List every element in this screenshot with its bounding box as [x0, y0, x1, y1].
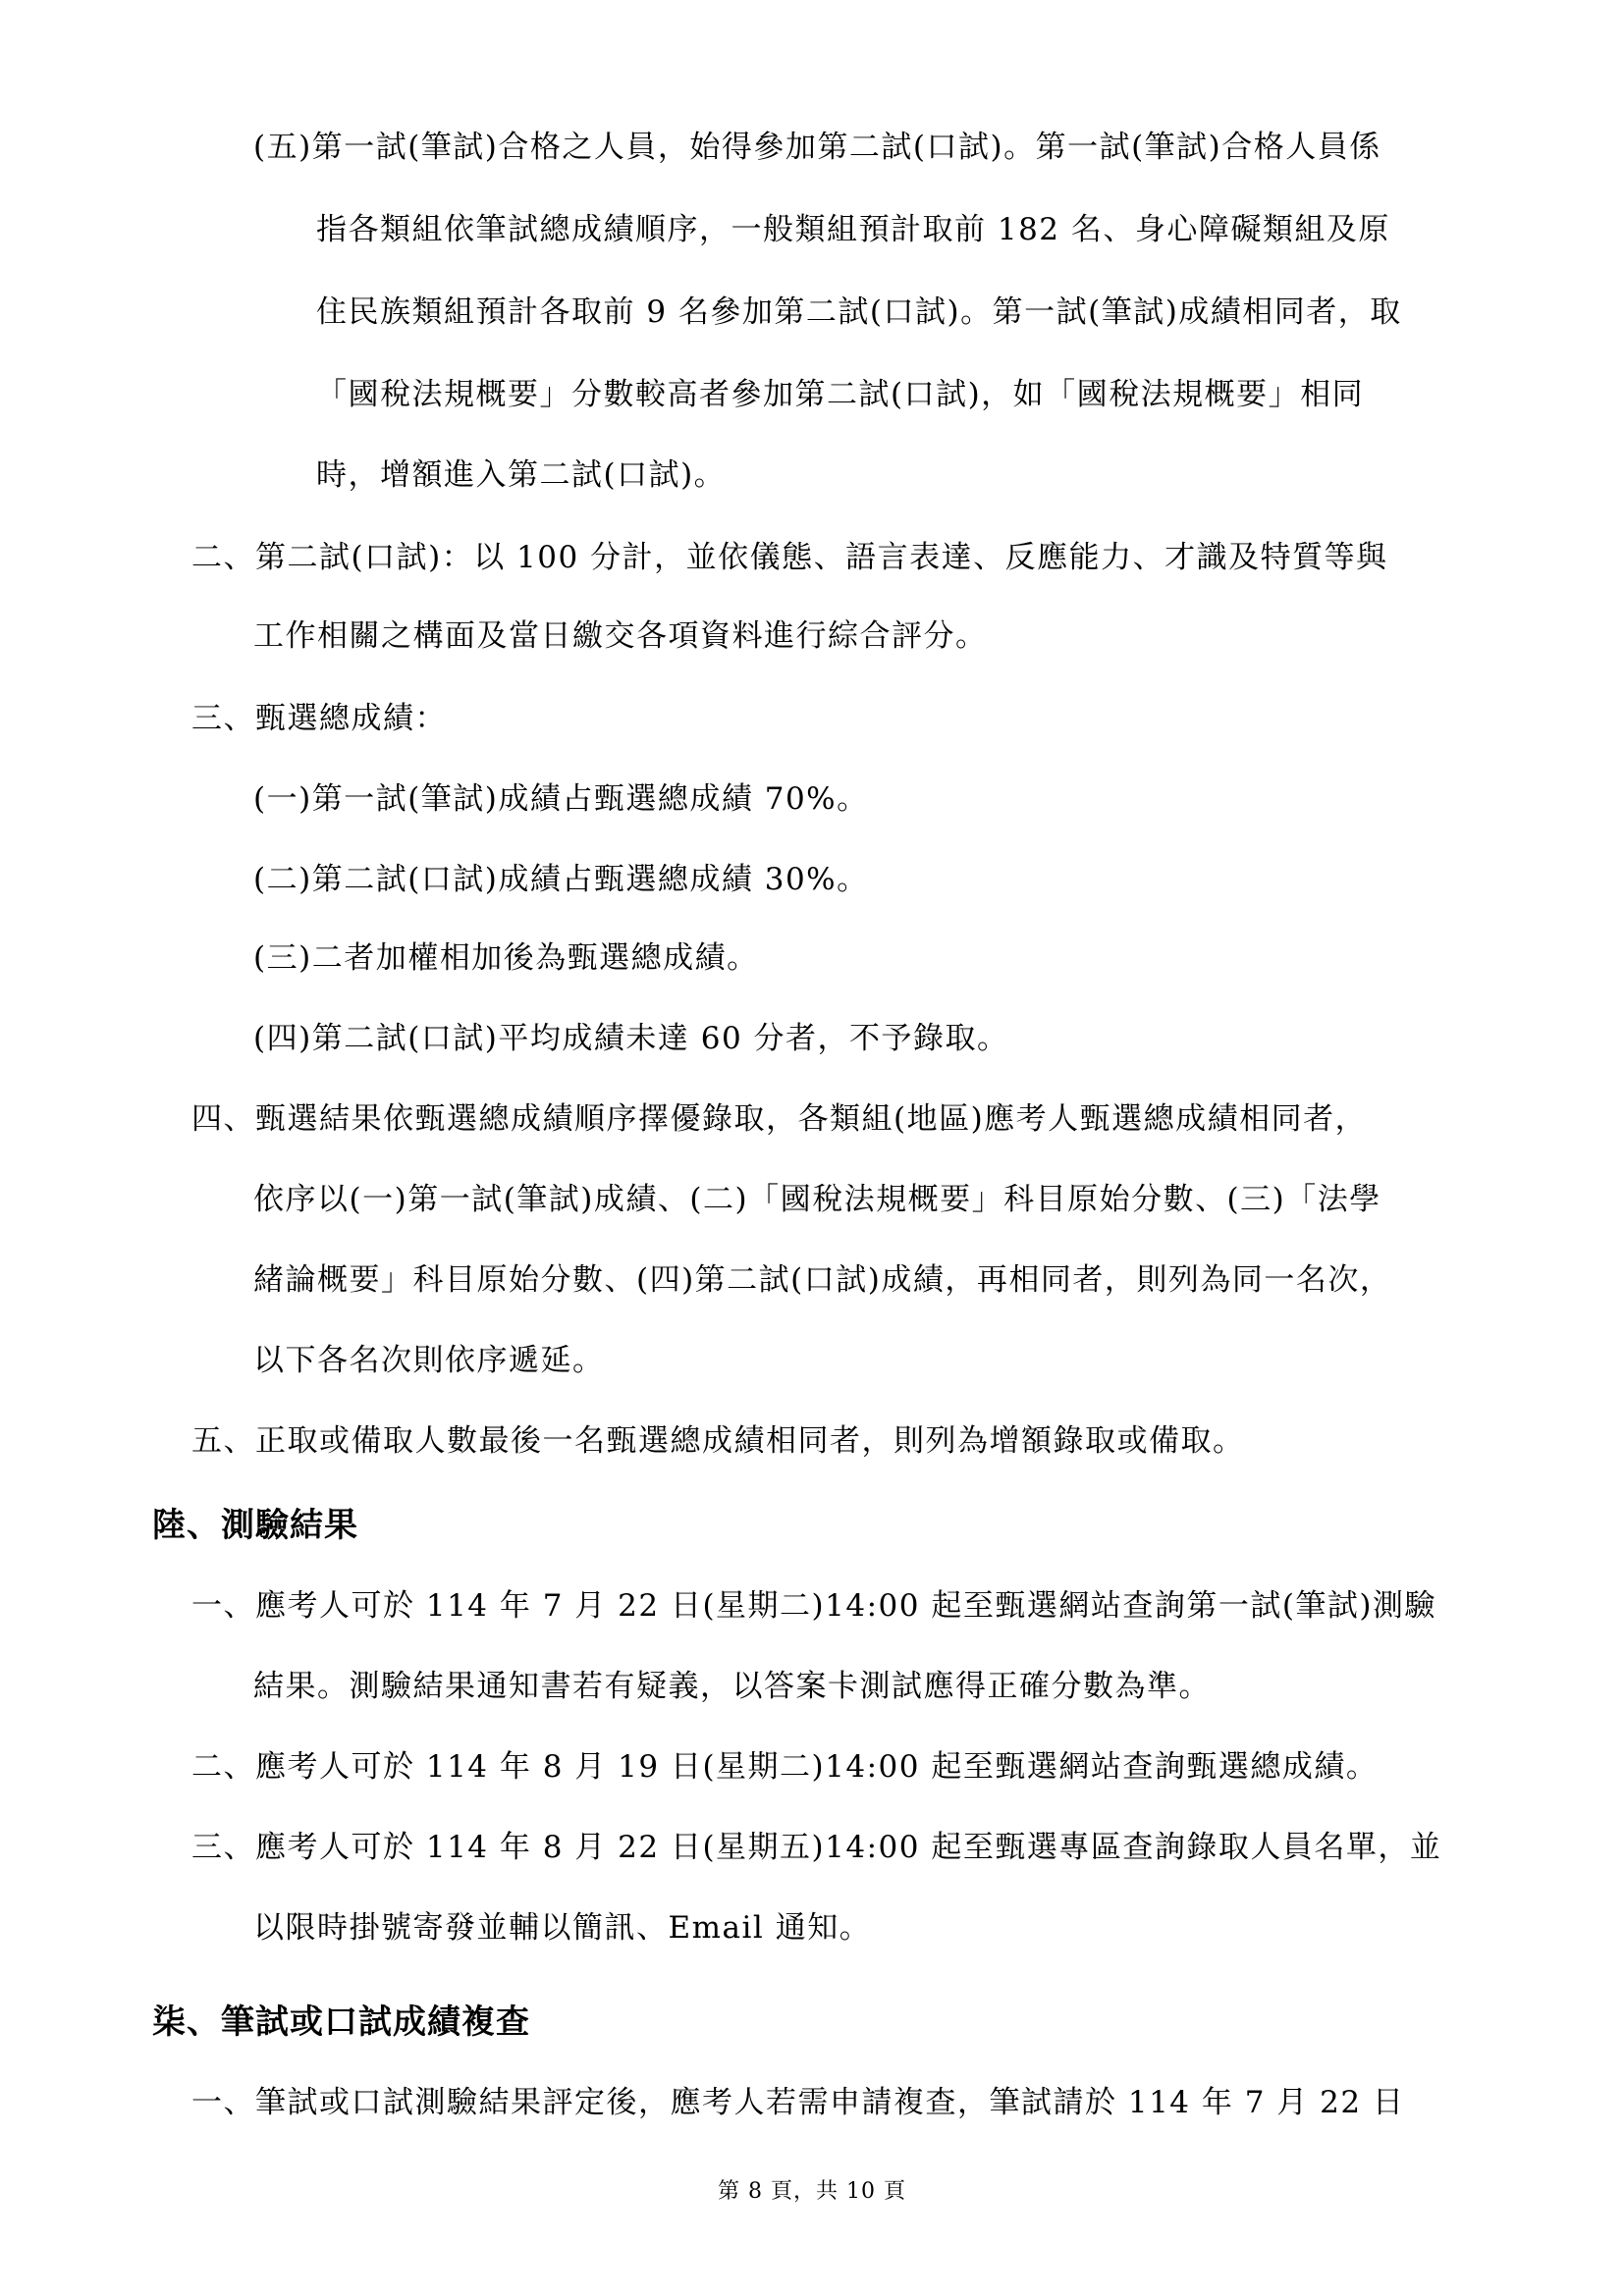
paragraph-line: 三、應考人可於 114 年 8 月 22 日(星期五)14:00 起至甄選專區查詢錄取人員名單，並	[191, 1830, 1442, 1865]
list-item: (一)第一試(筆試)成績占甄選總成績 70%。	[253, 781, 869, 817]
section-heading: 柒、筆試或口試成績複查	[152, 2002, 530, 2042]
paragraph-line: 五、正取或備取人數最後一名甄選總成績相同者，則列為增額錄取或備取。	[191, 1423, 1245, 1459]
list-item: (四)第二試(口試)平均成績未達 60 分者，不予錄取。	[253, 1021, 1009, 1056]
paragraph-line: 四、甄選結果依甄選總成績順序擇優錄取，各類組(地區)應考人甄選總成績相同者，	[191, 1101, 1368, 1137]
paragraph-line: 指各類組依筆試總成績順序，一般類組預計取前 182 名、身心障礙類組及原	[316, 212, 1390, 247]
paragraph-line: 二、第二試(口試)：以 100 分計，並依儀態、語言表達、反應能力、才識及特質等與	[191, 540, 1388, 575]
paragraph-line: (五)第一試(筆試)合格之人員，始得參加第二試(口試)。第一試(筆試)合格人員係	[253, 130, 1381, 165]
paragraph-line: 一、應考人可於 114 年 7 月 22 日(星期二)14:00 起至甄選網站查詢第一試(筆試)測驗	[191, 1588, 1437, 1624]
paragraph-line: 以限時掛號寄發並輔以簡訊、Email 通知。	[253, 1910, 872, 1946]
page-footer: 第 8 頁，共 10 頁	[718, 2179, 906, 2204]
paragraph-line: 結果。測驗結果通知書若有疑義，以答案卡測試應得正確分數為準。	[253, 1669, 1211, 1704]
section-heading: 陸、測驗結果	[152, 1506, 358, 1545]
paragraph-line: 以下各名次則依序遞延。	[253, 1343, 605, 1378]
paragraph-line: 依序以(一)第一試(筆試)成績、(二)「國稅法規概要」科目原始分數、(三)「法學	[253, 1182, 1381, 1217]
paragraph-line: 三、甄選總成績：	[191, 701, 447, 736]
paragraph-line: 「國稅法規概要」分數較高者參加第二試(口試)，如「國稅法規概要」相同	[316, 377, 1365, 412]
list-item: (三)二者加權相加後為甄選總成績。	[253, 940, 759, 976]
paragraph-line: 時，增額進入第二試(口試)。	[316, 457, 727, 493]
paragraph-line: 一、筆試或口試測驗結果評定後，應考人若需申請複查，筆試請於 114 年 7 月 22 日	[191, 2085, 1405, 2120]
paragraph-line: 工作相關之構面及當日繳交各項資料進行綜合評分。	[253, 618, 988, 654]
list-item: (二)第二試(口試)成績占甄選總成績 30%。	[253, 862, 869, 897]
paragraph-line: 二、應考人可於 114 年 8 月 19 日(星期二)14:00 起至甄選網站查詢甄選總成績。	[191, 1749, 1379, 1785]
paragraph-line: 住民族類組預計各取前 9 名參加第二試(口試)。第一試(筆試)成績相同者，取	[316, 294, 1402, 330]
paragraph-line: 緒論概要」科目原始分數、(四)第二試(口試)成績，再相同者，則列為同一名次，	[253, 1262, 1392, 1298]
